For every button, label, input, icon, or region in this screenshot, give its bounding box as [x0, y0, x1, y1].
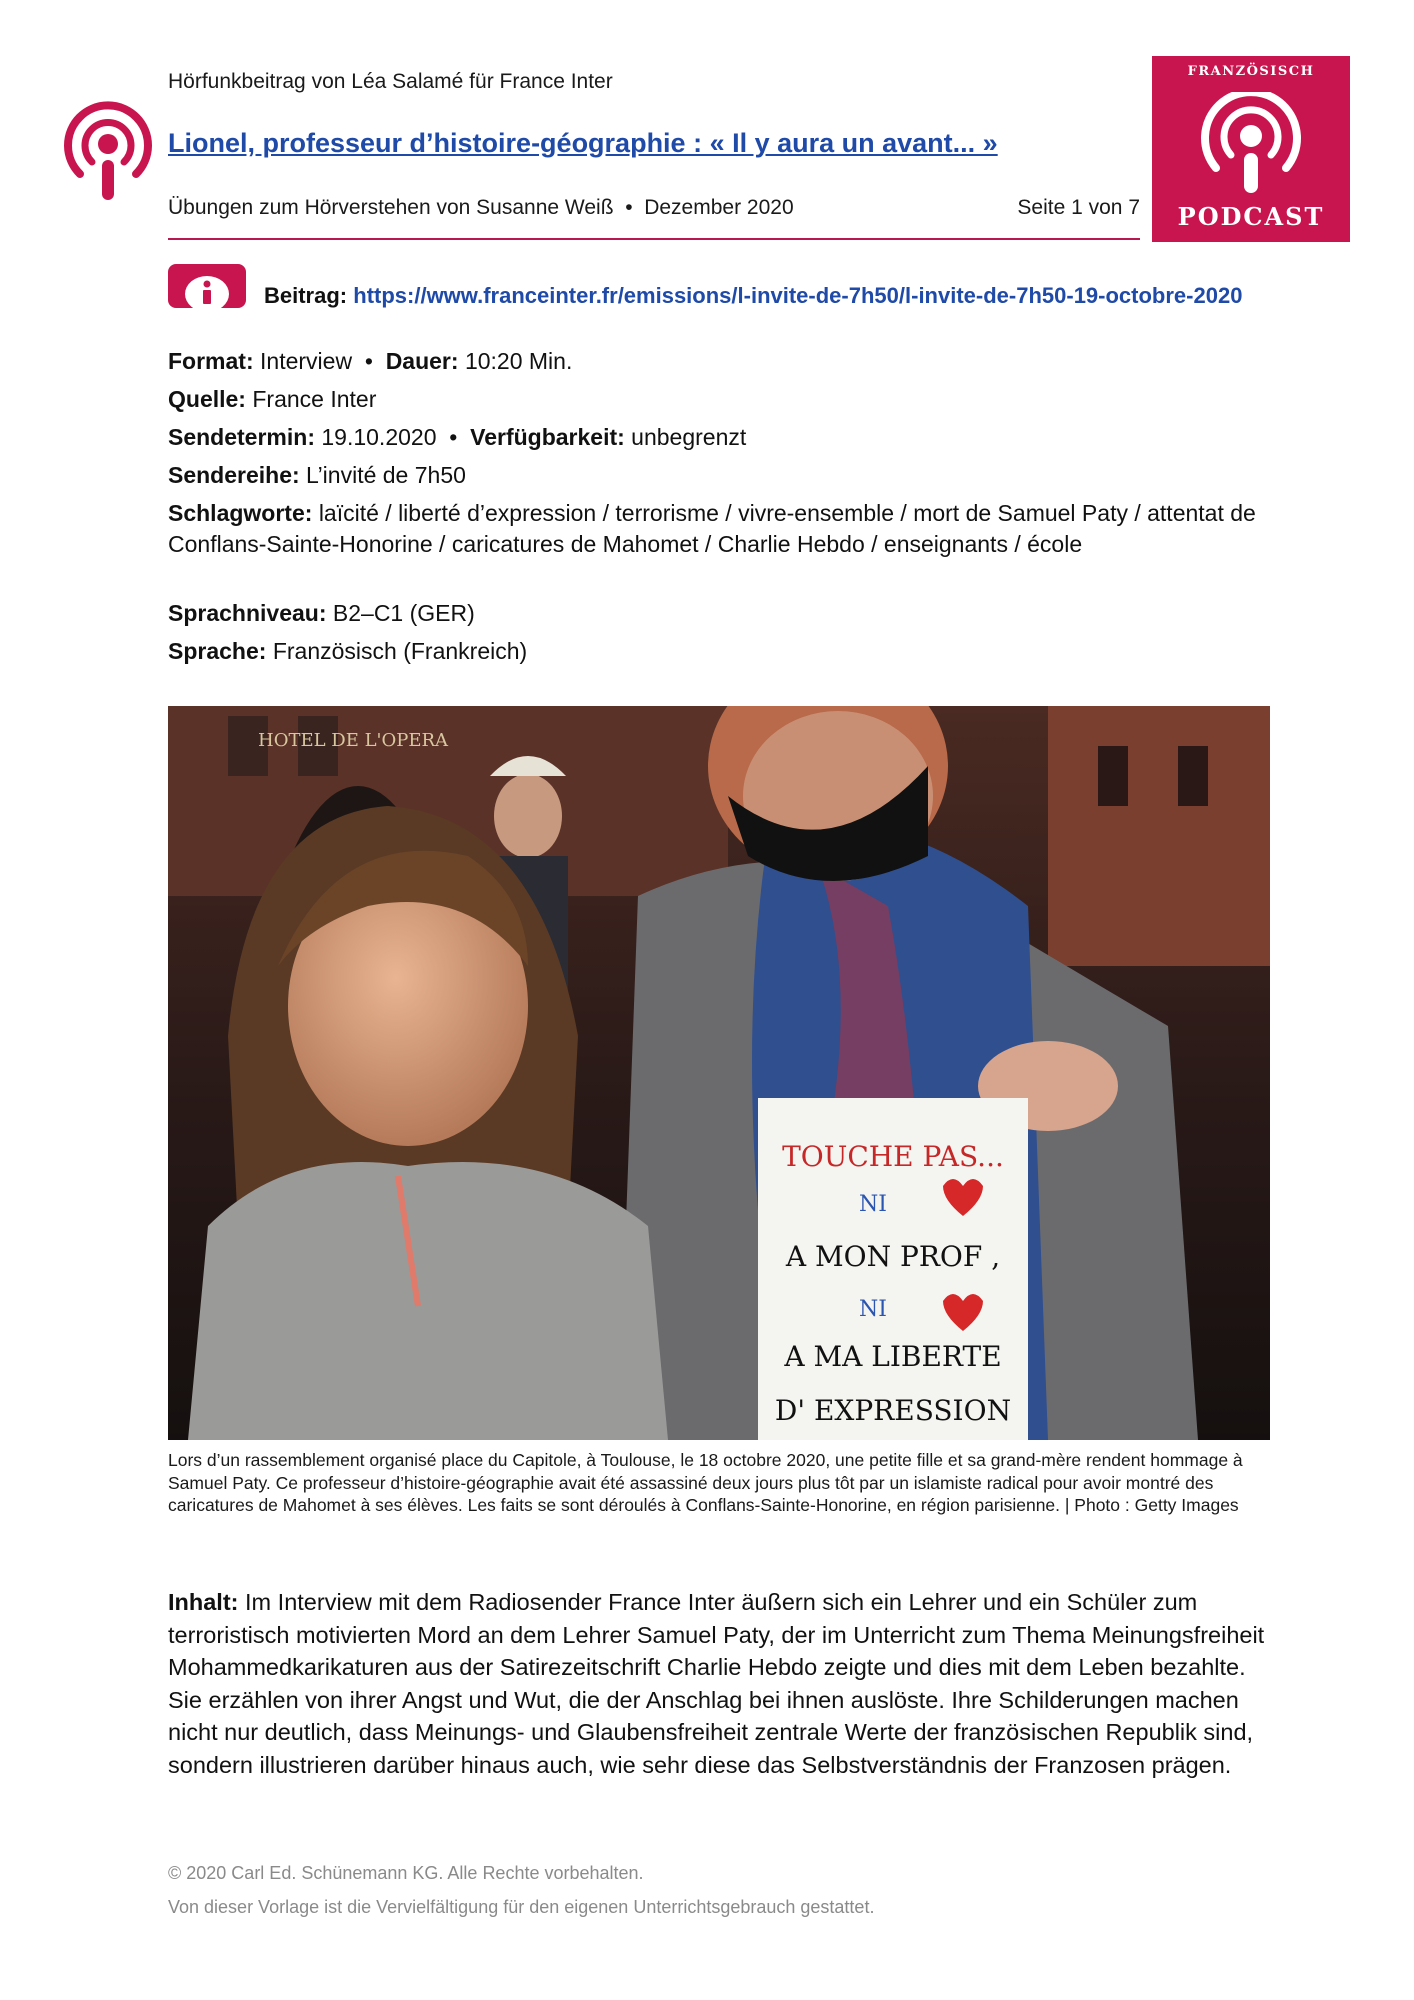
sign-line: D' EXPRESSION — [774, 1394, 1012, 1427]
format-value: Interview — [260, 348, 353, 374]
format-duration-row — [168, 346, 1268, 377]
separator-dot: • — [449, 424, 458, 450]
badge-podcast-icon — [1196, 92, 1306, 196]
schlagworte-label: Schlagworte: — [168, 500, 313, 526]
header-source-line: Hörfunkbeitrag von Léa Salamé für France Inter — [168, 70, 613, 93]
quelle-value: France Inter — [252, 386, 377, 412]
badge-podcast-label: PODCAST — [1177, 202, 1325, 231]
sign-line: A MON PROF , — [785, 1240, 1001, 1273]
schlagworte-row — [168, 498, 1268, 560]
header-meta-line — [168, 196, 1140, 220]
inhalt-paragraph — [168, 1586, 1268, 1781]
dauer-label: Dauer: — [385, 348, 459, 374]
separator-dot: • — [364, 348, 373, 374]
badge-language: FRANZÖSISCH — [1187, 64, 1315, 79]
page-number: Seite 1 von 7 — [1017, 196, 1140, 219]
inhalt-text: Im Interview mit dem Radiosender France Inter äußern sich ein Lehrer und ein Schüler zum terroristisch motivierten Mord an dem Lehrer Samuel Paty, der im Unterricht zum Thema Meinungsfreiheit Mohammedkarikaturen aus der Satirezeitschrift Charlie Hebdo zeigte und dies mit dem Leben bezahlte. Sie erzählen von ihrer Angst und Wut, die der Anschlag bei ihnen auslöste. Ihre Schilderungen machen nicht nur deutlich, dass Meinungs- und Glaubensfreiheit zentrale Werte der französischen Republik sind, sondern illustrieren darüber hinaus auch, wie sehr diese das Selbstverständnis der Franzosen prägen. — [168, 1589, 1265, 1778]
sprache-row — [168, 636, 1268, 667]
sendetermin-label: Sendetermin: — [168, 424, 315, 450]
sprache-value: Französisch (Frankreich) — [272, 638, 528, 664]
quelle-label: Quelle: — [168, 386, 246, 412]
sign-line: A MA LIBERTE — [784, 1340, 1002, 1373]
sign-line: NI — [859, 1297, 887, 1322]
sprachniveau-label: Sprachniveau: — [168, 600, 327, 626]
sprachniveau-value: B2–C1 (GER) — [332, 600, 475, 626]
franzoesisch-podcast-badge — [1152, 56, 1350, 242]
verfuegbarkeit-label: Verfügbarkeit: — [470, 424, 625, 450]
podcast-icon — [62, 100, 154, 204]
header-divider — [168, 238, 1140, 240]
sendereihe-value: L’invité de 7h50 — [306, 462, 466, 488]
footer-copyright: © 2020 Carl Ed. Schünemann KG. Alle Rechte vorbehalten. — [168, 1863, 644, 1883]
building-sign: HOTEL DE L'OPERA — [258, 730, 449, 751]
format-label: Format: — [168, 348, 254, 374]
inhalt-label: Inhalt: — [168, 1589, 239, 1615]
schlagworte-value: laïcité / liberté d’expression / terrorisme / vivre-ensemble / mort de Samuel Paty / attentat de Conflans-Sainte-Honorine / caricatures de Mahomet / Charlie Hebdo / enseignants / école — [168, 500, 1256, 557]
episode-title-link[interactable]: Lionel, professeur d’histoire-géographie : « Il y aura un avant... » — [168, 128, 998, 158]
verfuegbarkeit-value: unbegrenzt — [631, 424, 747, 450]
sign-line: NI — [859, 1192, 887, 1217]
dauer-value: 10:20 Min. — [464, 348, 573, 374]
article-photo — [168, 706, 1270, 1440]
footer-note: Von dieser Vorlage ist die Vervielfältigung für den eigenen Unterrichtsgebrauch gestattet. — [168, 1897, 875, 1917]
quelle-row — [168, 384, 1268, 415]
sprache-label: Sprache: — [168, 638, 267, 664]
beitrag-url-link[interactable]: https://www.franceinter.fr/emissions/l-invite-de-7h50/l-invite-de-7h50-19-octobre-2020 — [353, 283, 1243, 308]
photo-caption: Lors d’un rassemblement organisé place du Capitole, à Toulouse, le 18 octobre 2020, une petite fille et sa grand-mère rendent hommage à Samuel Paty. Ce professeur d’histoire-géographie avait été assassiné deux jours plus tôt par un islamiste radical pour avoir montré des caricatures de Mahomet à ses élèves. Les faits se sont déroulés à Conflans-Sainte-Honorine, en région parisienne. | Photo : Getty Images — [168, 1450, 1243, 1515]
sendereihe-label: Sendereihe: — [168, 462, 300, 488]
sendereihe-row — [168, 460, 1268, 491]
author-date: Übungen zum Hörverstehen von Susanne Weiß • Dezember 2020 — [168, 196, 794, 219]
beitrag-line — [168, 282, 1258, 310]
beitrag-label: Beitrag: — [264, 283, 348, 308]
sendetermin-value: 19.10.2020 — [321, 424, 437, 450]
sign-line: TOUCHE PAS... — [782, 1140, 1004, 1173]
sendetermin-row — [168, 422, 1268, 453]
photo-illustration — [168, 706, 1270, 1440]
sprachniveau-row — [168, 598, 1268, 629]
